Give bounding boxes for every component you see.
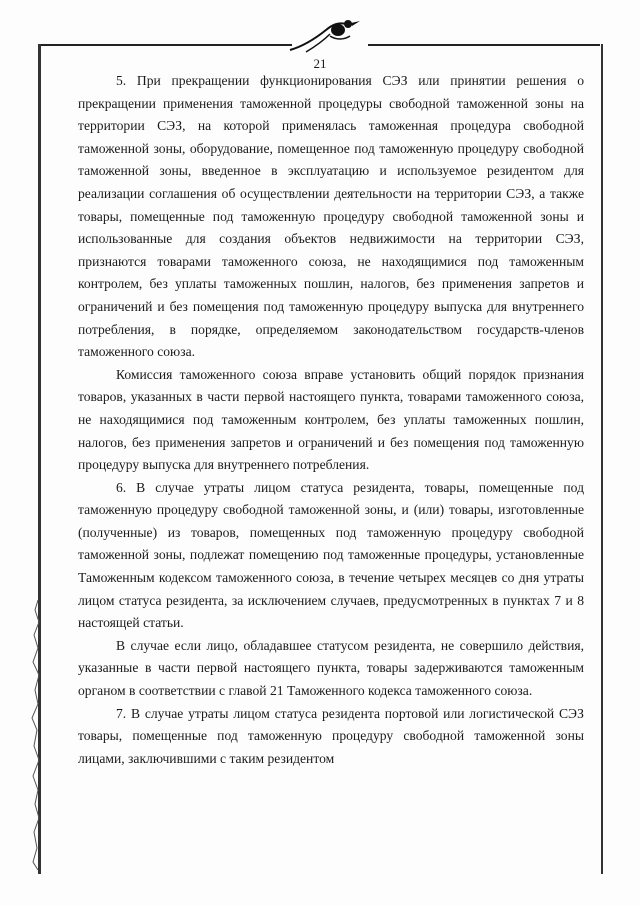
document-body [78,70,584,770]
scan-edge-noise [30,600,40,870]
frame-top-border-right [368,44,600,46]
paragraph: 5. При прекращении функционирования СЭЗ или принятии решения о прекращении применения таможенной процедуры свободной таможенной зоны на территории СЭЗ, на которой применялась таможенная процедура свободной таможенной зоны, оборудование, помещенное под таможенную процедуру свободной таможенной зоны, введенное в эксплуатацию и используемое резидентом для реализации соглашения об осуществлении деятельности на территории СЭЗ, а также товары, помещенные под таможенную процедуру свободной таможенной зоны и использованные для создания объектов недвижимости на территории СЭЗ, признаются товарами таможенного союза, не находящимися под таможенным контролем, без уплаты таможенных пошлин, налогов, без применения запретов и ограничений и без помещения под таможенную процедуру выпуска для внутреннего потребления, в порядке, определяемом законодательством государств-членов таможенного союза. [78,73,584,360]
paragraph: Комиссия таможенного союза вправе установить общий порядок признания товаров, указанных в части первой настоящего пункта, товарами таможенного союза, не находящимися под таможенным контролем, без уплаты таможенных пошлин, налогов, без применения запретов и ограничений и без помещения под таможенную процедуру выпуска для внутреннего потребления. [78,366,584,473]
paragraph: В случае если лицо, обладавшее статусом резидента, не совершило действия, указанные в части первой настоящего пункта, товары задерживаются таможенным органом в соответствии с главой 21 Таможенного кодекса таможенного союза. [78,637,584,699]
bird-emblem-icon [286,16,366,56]
frame-top-border-left [40,44,292,46]
paragraph: 6. В случае утраты лицом статуса резидента, товары, помещенные под таможенную процедуру свободной таможенной зоны, и (или) товары, изготовленные (полученные) из товаров, помещенных под таможенную процедуру свободной таможенной зоны, подлежат помещению под таможенные процедуры, установленные Таможенным кодексом таможенного союза, в течение четырех месяцев со дня утраты лицом статуса резидента, за исключением случаев, предусмотренных в пунктах 7 и 8 настоящей статьи. [78,479,584,631]
paragraph: 7. В случае утраты лицом статуса резидента портовой или логистической СЭЗ товары, помещенные под таможенную процедуру свободной таможенной зоны лицами, заключившими с таким резидентом [78,705,584,766]
frame-right-border [601,44,603,874]
page-number: 21 [313,56,327,71]
